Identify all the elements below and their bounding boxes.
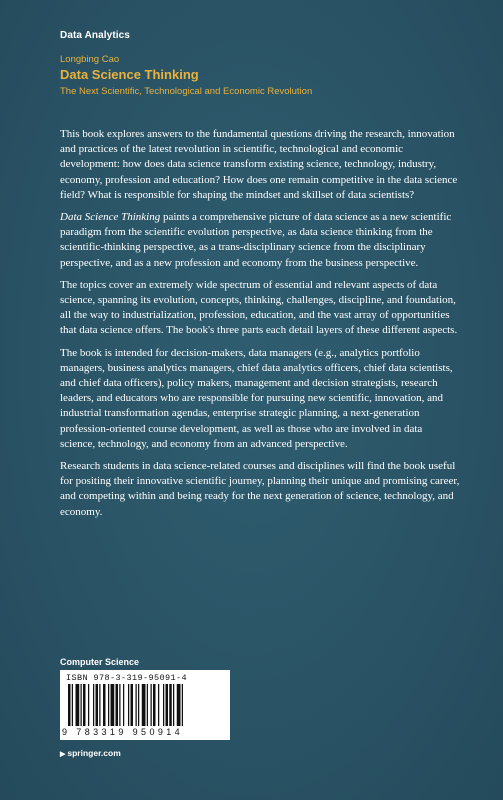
publisher-url: springer.com	[67, 748, 121, 758]
barcode-bar	[163, 684, 164, 726]
barcode-bar	[153, 684, 156, 726]
barcode-bar	[151, 684, 152, 726]
barcode-icon	[66, 684, 224, 726]
barcode-bar	[182, 684, 183, 726]
blurb-paragraph-1: This book explores answers to the fundamental questions driving the research, innovation and practices of the latest revolution in scientific, technological and economic development: how does data science transform existing science, technology, industry, economy, profession and education? How does one remain competitive in the data science field? What is responsible for shaping the mindset and skillset of data scientists?	[60, 128, 458, 201]
barcode-bar	[131, 684, 134, 726]
barcode-bar	[166, 684, 169, 726]
blurb-lead-title: Data Science Thinking	[60, 211, 161, 224]
barcode-bar	[96, 684, 99, 726]
blurb-paragraph-5: Research students in data science-related courses and disciplines will find the book useful for positing their innovative scientific journey, planning their unique and promising career, and competing within and being ready for the next generation of science, technology, and economy.	[60, 460, 460, 518]
barcode-bar	[169, 684, 172, 726]
barcode-bar	[108, 684, 109, 726]
barcode-bar	[76, 684, 80, 726]
category-label: Computer Science	[60, 657, 140, 667]
barcode-bar	[83, 684, 86, 726]
blurb-paragraph-2	[60, 210, 460, 271]
blurb	[60, 127, 460, 527]
barcode-bar	[123, 684, 124, 726]
barcode-bar	[119, 684, 120, 726]
barcode-bar	[68, 684, 71, 726]
publisher-link[interactable]	[60, 748, 121, 758]
barcode-box	[60, 670, 230, 740]
barcode-bar	[99, 684, 100, 726]
barcode-number: 9 783319 950914	[62, 727, 184, 737]
barcode-bar	[88, 684, 89, 726]
series-name: Data Analytics	[60, 30, 130, 41]
book-subtitle: The Next Scientific, Technological and Economic Revolution	[60, 86, 313, 97]
barcode-bar	[111, 684, 115, 726]
barcode-bar	[173, 684, 174, 726]
triangle-right-icon: ▶	[60, 751, 66, 758]
barcode-bar	[158, 684, 159, 726]
barcode-bar	[72, 684, 73, 726]
barcode-bar	[128, 684, 129, 726]
barcode-bar	[147, 684, 148, 726]
author-name: Longbing Cao	[60, 54, 120, 65]
barcode-bar	[93, 684, 94, 726]
book-title: Data Science Thinking	[60, 67, 199, 82]
barcode-bar	[81, 684, 82, 726]
barcode-bar	[136, 684, 137, 726]
barcode-bar	[116, 684, 119, 726]
barcode-bar	[138, 684, 139, 726]
isbn-text: ISBN 978-3-319-95091-4	[66, 673, 188, 683]
blurb-paragraph-4: The book is intended for decision-makers, data managers (e.g., analytics portfolio managers, business analytics managers, chief data analytics officers, chief data scientists, and chief data officers), policy makers, management and decision strategists, research leaders, and educators who are responsible for pursuing new scientific, innovation, and industrial transformation agendas, enterprise strategic planning, a next-generation profession-oriented course development, as well as those who are involved in data science, technology, and economy from an advanced perspective.	[60, 346, 453, 450]
blurb-paragraph-3: The topics cover an extremely wide spectrum of essential and relevant aspects of data science, spanning its evolution, concepts, thinking, challenges, discipline, and foundation, all the way to industrialization, profession, education, and the vast array of opportunities that data science offers. The book's three parts each detail layers of these different aspects.	[60, 278, 458, 337]
barcode-bar	[142, 684, 146, 726]
barcode-bar	[177, 684, 181, 726]
barcode-bar	[103, 684, 106, 726]
blurb-paragraph-2-text: paints a comprehensive picture of data science as a new scientific paradigm from the scientific evolution perspective, as data science thinking from the scientific-thinking perspective, as a trans-disciplinary science from the disciplinary perspective, and as a new profession and economy from the business perspective.	[60, 211, 452, 269]
